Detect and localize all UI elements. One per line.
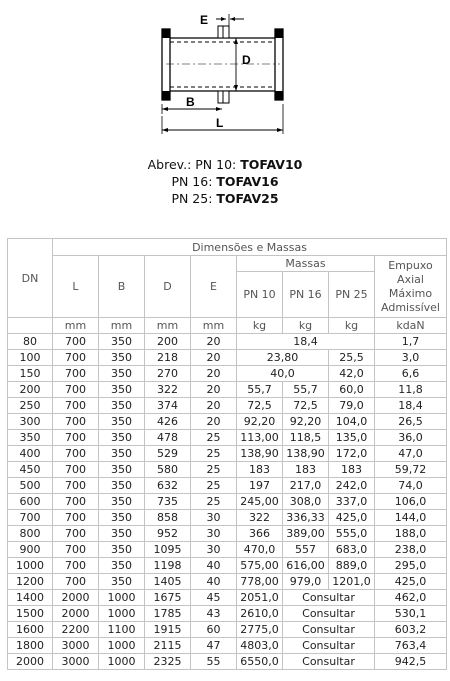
cell-mass-pn25: 135,0	[329, 430, 375, 446]
cell-dn: 200	[8, 382, 53, 398]
cell-mass-pn10: 245,00	[237, 494, 283, 510]
code-pn10: TOFAV10	[240, 157, 303, 172]
cell-mass-pn16: 138,90	[283, 446, 329, 462]
cell-empuxo: 6,6	[375, 366, 447, 382]
header-e: E	[191, 256, 237, 318]
cell-b: 350	[99, 510, 145, 526]
cell-dn: 400	[8, 446, 53, 462]
cell-dn: 1400	[8, 590, 53, 606]
table-row	[8, 510, 447, 526]
cell-mass-pn10: 55,7	[237, 382, 283, 398]
table-row	[8, 654, 447, 670]
code-pn16: TOFAV16	[216, 174, 279, 189]
cell-mass-pn10: 72,5	[237, 398, 283, 414]
cell-e: 20	[191, 334, 237, 350]
header-pn10: PN 10	[237, 272, 283, 318]
cell-mass-pn10: 92,20	[237, 414, 283, 430]
cell-empuxo: 11,8	[375, 382, 447, 398]
cell-b: 1000	[99, 606, 145, 622]
cell-empuxo: 18,4	[375, 398, 447, 414]
unit-cell: mm	[191, 318, 237, 334]
table-row	[8, 430, 447, 446]
cell-d: 478	[145, 430, 191, 446]
table-row	[8, 398, 447, 414]
cell-mass: 40,0	[237, 366, 329, 382]
header-b: B	[99, 256, 145, 318]
cell-empuxo: 462,0	[375, 590, 447, 606]
header-dn: DN	[8, 239, 53, 318]
cell-e: 40	[191, 558, 237, 574]
cell-b: 350	[99, 366, 145, 382]
unit-cell: kg	[329, 318, 375, 334]
table-row	[8, 382, 447, 398]
cell-e: 20	[191, 414, 237, 430]
cell-consultar: Consultar	[283, 606, 375, 622]
cell-consultar: Consultar	[283, 638, 375, 654]
cell-dn: 800	[8, 526, 53, 542]
cell-e: 20	[191, 382, 237, 398]
table-row	[8, 350, 447, 366]
cell-d: 2325	[145, 654, 191, 670]
cell-dn: 500	[8, 478, 53, 494]
cell-consultar: Consultar	[283, 590, 375, 606]
cell-mass-pn25: 25,5	[329, 350, 375, 366]
cell-e: 45	[191, 590, 237, 606]
table-row	[8, 366, 447, 382]
cell-b: 350	[99, 334, 145, 350]
cell-d: 529	[145, 446, 191, 462]
cell-mass-pn25: 337,0	[329, 494, 375, 510]
cell-mass-pn16: 72,5	[283, 398, 329, 414]
cell-b: 1000	[99, 638, 145, 654]
cell-d: 322	[145, 382, 191, 398]
cell-empuxo: 238,0	[375, 542, 447, 558]
cell-consultar: Consultar	[283, 654, 375, 670]
table-row	[8, 494, 447, 510]
cell-b: 350	[99, 542, 145, 558]
cell-dn: 350	[8, 430, 53, 446]
cell-l: 700	[53, 478, 99, 494]
cell-d: 270	[145, 366, 191, 382]
cell-mass-pn10: 4803,0	[237, 638, 283, 654]
cell-mass-pn25: 183	[329, 462, 375, 478]
cell-d: 218	[145, 350, 191, 366]
cell-d: 1675	[145, 590, 191, 606]
cell-dn: 600	[8, 494, 53, 510]
cell-e: 30	[191, 510, 237, 526]
cell-d: 580	[145, 462, 191, 478]
cell-mass-pn25: 889,0	[329, 558, 375, 574]
cell-e: 25	[191, 446, 237, 462]
cell-l: 700	[53, 366, 99, 382]
cell-mass-pn16: 118,5	[283, 430, 329, 446]
cell-l: 700	[53, 526, 99, 542]
cell-mass-pn10: 138,90	[237, 446, 283, 462]
cell-empuxo: 188,0	[375, 526, 447, 542]
cell-e: 47	[191, 638, 237, 654]
unit-cell: kg	[237, 318, 283, 334]
cell-d: 374	[145, 398, 191, 414]
cell-l: 700	[53, 462, 99, 478]
cell-empuxo: 603,2	[375, 622, 447, 638]
table-row	[8, 414, 447, 430]
unit-cell	[8, 318, 53, 334]
pipe-technical-drawing	[0, 0, 450, 150]
cell-dn: 1500	[8, 606, 53, 622]
cell-b: 350	[99, 558, 145, 574]
dimension-l-label: L	[216, 116, 224, 130]
cell-mass-pn25: 242,0	[329, 478, 375, 494]
table-row	[8, 526, 447, 542]
cell-d: 200	[145, 334, 191, 350]
cell-d: 426	[145, 414, 191, 430]
cell-mass-pn10: 575,00	[237, 558, 283, 574]
cell-b: 350	[99, 430, 145, 446]
cell-d: 1198	[145, 558, 191, 574]
abbrev-pn25: PN 25: TOFAV25	[171, 191, 279, 206]
cell-mass: 23,80	[237, 350, 329, 366]
cell-b: 350	[99, 446, 145, 462]
units-row	[8, 318, 447, 334]
table-row	[8, 334, 447, 350]
cell-dn: 450	[8, 462, 53, 478]
header-dimensions: Dimensões e Massas	[53, 239, 447, 256]
unit-cell: kg	[283, 318, 329, 334]
cell-l: 700	[53, 446, 99, 462]
cell-l: 700	[53, 382, 99, 398]
cell-b: 350	[99, 478, 145, 494]
cell-mass-pn16: 336,33	[283, 510, 329, 526]
cell-l: 3000	[53, 638, 99, 654]
cell-mass-pn25: 172,0	[329, 446, 375, 462]
cell-mass-pn25: 79,0	[329, 398, 375, 414]
cell-d: 952	[145, 526, 191, 542]
cell-dn: 900	[8, 542, 53, 558]
table-row	[8, 478, 447, 494]
cell-dn: 1200	[8, 574, 53, 590]
cell-mass: 18,4	[237, 334, 375, 350]
abbrev-pn10: Abrev.: PN 10: TOFAV10	[147, 157, 303, 172]
cell-l: 3000	[53, 654, 99, 670]
cell-empuxo: 425,0	[375, 574, 447, 590]
cell-empuxo: 26,5	[375, 414, 447, 430]
cell-b: 350	[99, 350, 145, 366]
cell-dn: 1000	[8, 558, 53, 574]
cell-mass-pn16: 55,7	[283, 382, 329, 398]
cell-d: 735	[145, 494, 191, 510]
cell-mass-pn25: 60,0	[329, 382, 375, 398]
cell-l: 700	[53, 494, 99, 510]
unit-cell: mm	[99, 318, 145, 334]
table-row	[8, 574, 447, 590]
cell-mass-pn10: 2051,0	[237, 590, 283, 606]
table-row	[8, 622, 447, 638]
cell-mass-pn16: 979,0	[283, 574, 329, 590]
table-row	[8, 446, 447, 462]
cell-mass-pn25: 104,0	[329, 414, 375, 430]
cell-mass-pn10: 470,0	[237, 542, 283, 558]
cell-mass-pn10: 366	[237, 526, 283, 542]
cell-dn: 2000	[8, 654, 53, 670]
cell-e: 30	[191, 542, 237, 558]
cell-d: 1405	[145, 574, 191, 590]
cell-mass-pn10: 183	[237, 462, 283, 478]
cell-b: 350	[99, 574, 145, 590]
cell-l: 700	[53, 334, 99, 350]
abbrev-pn16: PN 16: TOFAV16	[171, 174, 279, 189]
cell-b: 350	[99, 462, 145, 478]
cell-l: 2200	[53, 622, 99, 638]
unit-cell: mm	[53, 318, 99, 334]
cell-mass-pn16: 183	[283, 462, 329, 478]
cell-d: 1915	[145, 622, 191, 638]
dimension-e-label: E	[200, 13, 209, 27]
cell-d: 632	[145, 478, 191, 494]
cell-mass-pn10: 2610,0	[237, 606, 283, 622]
cell-l: 700	[53, 398, 99, 414]
cell-mass-pn16: 217,0	[283, 478, 329, 494]
cell-d: 1095	[145, 542, 191, 558]
cell-mass-pn25: 425,0	[329, 510, 375, 526]
cell-empuxo: 295,0	[375, 558, 447, 574]
cell-mass-pn25: 683,0	[329, 542, 375, 558]
cell-mass-pn25: 555,0	[329, 526, 375, 542]
header-masses: Massas	[237, 256, 375, 272]
cell-dn: 80	[8, 334, 53, 350]
cell-dn: 100	[8, 350, 53, 366]
cell-l: 2000	[53, 590, 99, 606]
cell-dn: 150	[8, 366, 53, 382]
cell-b: 1000	[99, 590, 145, 606]
cell-e: 43	[191, 606, 237, 622]
cell-mass-pn10: 778,00	[237, 574, 283, 590]
cell-e: 25	[191, 494, 237, 510]
cell-empuxo: 36,0	[375, 430, 447, 446]
cell-mass-pn16: 557	[283, 542, 329, 558]
header-d: D	[145, 256, 191, 318]
cell-l: 700	[53, 558, 99, 574]
cell-l: 700	[53, 414, 99, 430]
cell-l: 700	[53, 430, 99, 446]
cell-e: 25	[191, 462, 237, 478]
cell-b: 1000	[99, 654, 145, 670]
cell-empuxo: 3,0	[375, 350, 447, 366]
cell-e: 25	[191, 478, 237, 494]
cell-e: 60	[191, 622, 237, 638]
cell-mass-pn10: 113,00	[237, 430, 283, 446]
cell-mass-pn16: 92,20	[283, 414, 329, 430]
cell-consultar: Consultar	[283, 622, 375, 638]
cell-e: 40	[191, 574, 237, 590]
cell-dn: 1600	[8, 622, 53, 638]
table-row	[8, 606, 447, 622]
cell-mass-pn16: 616,00	[283, 558, 329, 574]
cell-b: 350	[99, 494, 145, 510]
cell-empuxo: 763,4	[375, 638, 447, 654]
cell-mass-pn10: 322	[237, 510, 283, 526]
header-l: L	[53, 256, 99, 318]
cell-l: 2000	[53, 606, 99, 622]
cell-mass-pn25: 1201,0	[329, 574, 375, 590]
table-row	[8, 638, 447, 654]
table-row	[8, 542, 447, 558]
header-pn16: PN 16	[283, 272, 329, 318]
cell-empuxo: 74,0	[375, 478, 447, 494]
cell-l: 700	[53, 510, 99, 526]
cell-empuxo: 106,0	[375, 494, 447, 510]
cell-e: 20	[191, 350, 237, 366]
table-row	[8, 590, 447, 606]
cell-d: 2115	[145, 638, 191, 654]
cell-empuxo: 942,5	[375, 654, 447, 670]
cell-b: 350	[99, 414, 145, 430]
cell-b: 350	[99, 382, 145, 398]
cell-empuxo: 59,72	[375, 462, 447, 478]
unit-cell: kdaN	[375, 318, 447, 334]
cell-empuxo: 1,7	[375, 334, 447, 350]
cell-mass-pn16: 389,00	[283, 526, 329, 542]
cell-e: 25	[191, 430, 237, 446]
header-empuxo: Empuxo Axial Máximo Admissível	[375, 256, 447, 318]
cell-mass-pn10: 197	[237, 478, 283, 494]
cell-dn: 700	[8, 510, 53, 526]
cell-empuxo: 530,1	[375, 606, 447, 622]
unit-cell: mm	[145, 318, 191, 334]
cell-mass-pn16: 308,0	[283, 494, 329, 510]
cell-d: 858	[145, 510, 191, 526]
cell-mass-pn10: 2775,0	[237, 622, 283, 638]
cell-l: 700	[53, 542, 99, 558]
cell-empuxo: 47,0	[375, 446, 447, 462]
cell-b: 1100	[99, 622, 145, 638]
header-pn25: PN 25	[329, 272, 375, 318]
cell-dn: 1800	[8, 638, 53, 654]
dimension-d-label: D	[242, 53, 251, 67]
cell-dn: 300	[8, 414, 53, 430]
cell-mass-pn10: 6550,0	[237, 654, 283, 670]
cell-dn: 250	[8, 398, 53, 414]
cell-d: 1785	[145, 606, 191, 622]
code-pn25: TOFAV25	[216, 191, 279, 206]
cell-e: 30	[191, 526, 237, 542]
cell-e: 20	[191, 366, 237, 382]
table-row	[8, 462, 447, 478]
cell-b: 350	[99, 398, 145, 414]
cell-b: 350	[99, 526, 145, 542]
cell-mass-pn25: 42,0	[329, 366, 375, 382]
cell-empuxo: 144,0	[375, 510, 447, 526]
table-row	[8, 558, 447, 574]
dimension-b-label: B	[186, 95, 195, 109]
cell-e: 55	[191, 654, 237, 670]
cell-e: 20	[191, 398, 237, 414]
cell-l: 700	[53, 574, 99, 590]
cell-l: 700	[53, 350, 99, 366]
dimensions-table	[7, 238, 447, 670]
